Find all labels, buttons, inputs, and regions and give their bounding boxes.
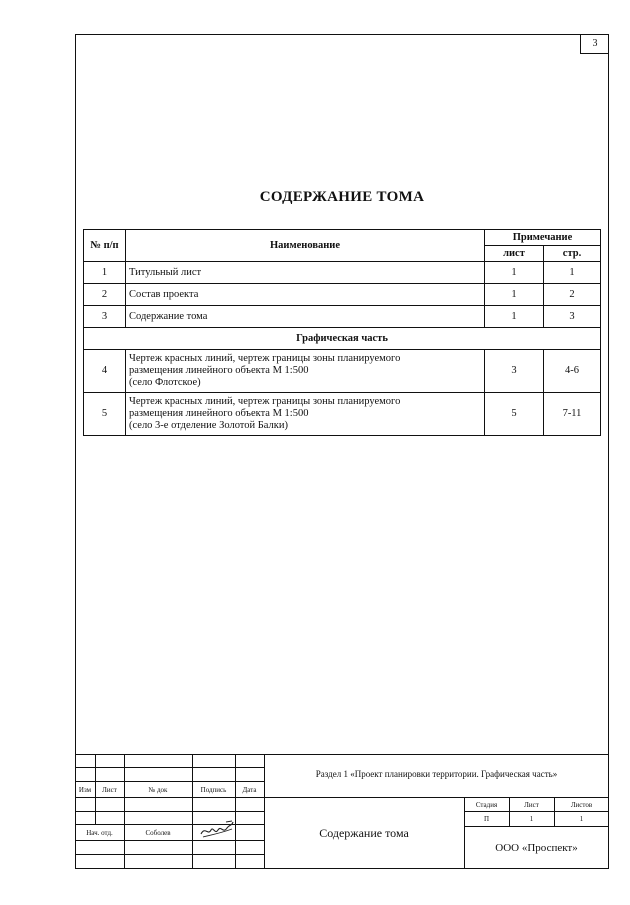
table-header-row (84, 230, 601, 246)
table-row (84, 262, 601, 284)
row-name-line: Чертеж красных линий, чертеж границы зоны планируемого (129, 353, 401, 364)
sheets-label: Листов (570, 801, 593, 809)
header-num: № п/п (84, 230, 126, 262)
header-sheet: лист (485, 246, 544, 262)
row-num: 3 (84, 306, 126, 328)
table-row (84, 393, 601, 436)
row-name-line: размещения линейного объекта М 1:500 (129, 408, 309, 419)
document-title: СОДЕРЖАНИЕ ТОМА (259, 189, 425, 205)
table-row (84, 306, 601, 328)
section-label: Графическая часть (84, 328, 601, 350)
page-number: 3 (580, 34, 609, 54)
row-name-line: (село Флотское) (129, 377, 201, 388)
stamp-col-list: Лист (102, 786, 117, 794)
row-name (126, 350, 485, 393)
stamp-col-doc: № док (148, 786, 168, 794)
row-name-line: размещения линейного объекта М 1:500 (129, 365, 309, 376)
row-num: 1 (84, 262, 126, 284)
row-page: 7-11 (544, 393, 601, 436)
header-note: Примечание (485, 230, 601, 246)
sheets-value: 1 (579, 815, 584, 823)
row-page: 2 (544, 284, 601, 306)
stage-label: Стадия (475, 801, 498, 809)
row-num: 4 (84, 350, 126, 393)
sheet-value: 1 (529, 815, 534, 823)
row-page: 1 (544, 262, 601, 284)
header-page: стр. (544, 246, 601, 262)
section-row (84, 328, 601, 350)
row-sheet: 1 (485, 284, 544, 306)
row-page: 4-6 (544, 350, 601, 393)
page-frame (75, 34, 609, 869)
row-name: Состав проекта (126, 284, 485, 306)
title-block (75, 754, 609, 869)
grid-line (235, 754, 236, 869)
row-sheet: 3 (485, 350, 544, 393)
row-name-line: Чертеж красных линий, чертеж границы зоны планируемого (129, 396, 401, 407)
signature-image (199, 818, 235, 840)
stamp-col-date: Дата (242, 786, 257, 794)
grid-line (124, 754, 125, 869)
row-name: Титульный лист (126, 262, 485, 284)
row-num: 2 (84, 284, 126, 306)
stage-value: П (483, 815, 490, 823)
row-name-line: (село 3-е отделение Золотой Балки) (129, 420, 288, 431)
row-page: 3 (544, 306, 601, 328)
stamp-col-izm: Изм (78, 786, 92, 794)
table-row (84, 284, 601, 306)
grid-line (464, 811, 609, 812)
stamp-col-sign: Подпись (200, 786, 227, 794)
table-row (84, 350, 601, 393)
stamp-border (75, 754, 609, 755)
contents-table (83, 229, 601, 436)
row-name: Содержание тома (126, 306, 485, 328)
stamp-doc-title: Содержание тома (319, 826, 409, 840)
row-name (126, 393, 485, 436)
grid-line (192, 754, 193, 869)
row-sheet: 5 (485, 393, 544, 436)
grid-line (75, 797, 609, 798)
row-num: 5 (84, 393, 126, 436)
sheet-label: Лист (524, 801, 539, 809)
row-sheet: 1 (485, 306, 544, 328)
organization-name: ООО «Проспект» (495, 842, 578, 854)
section-title: Раздел 1 «Проект планировки территории. Графическая часть» (315, 769, 558, 779)
stamp-person: Соболев (145, 829, 171, 837)
header-name: Наименование (126, 230, 485, 262)
grid-line (464, 826, 609, 827)
row-sheet: 1 (485, 262, 544, 284)
stamp-role: Нач. отд. (86, 829, 113, 837)
